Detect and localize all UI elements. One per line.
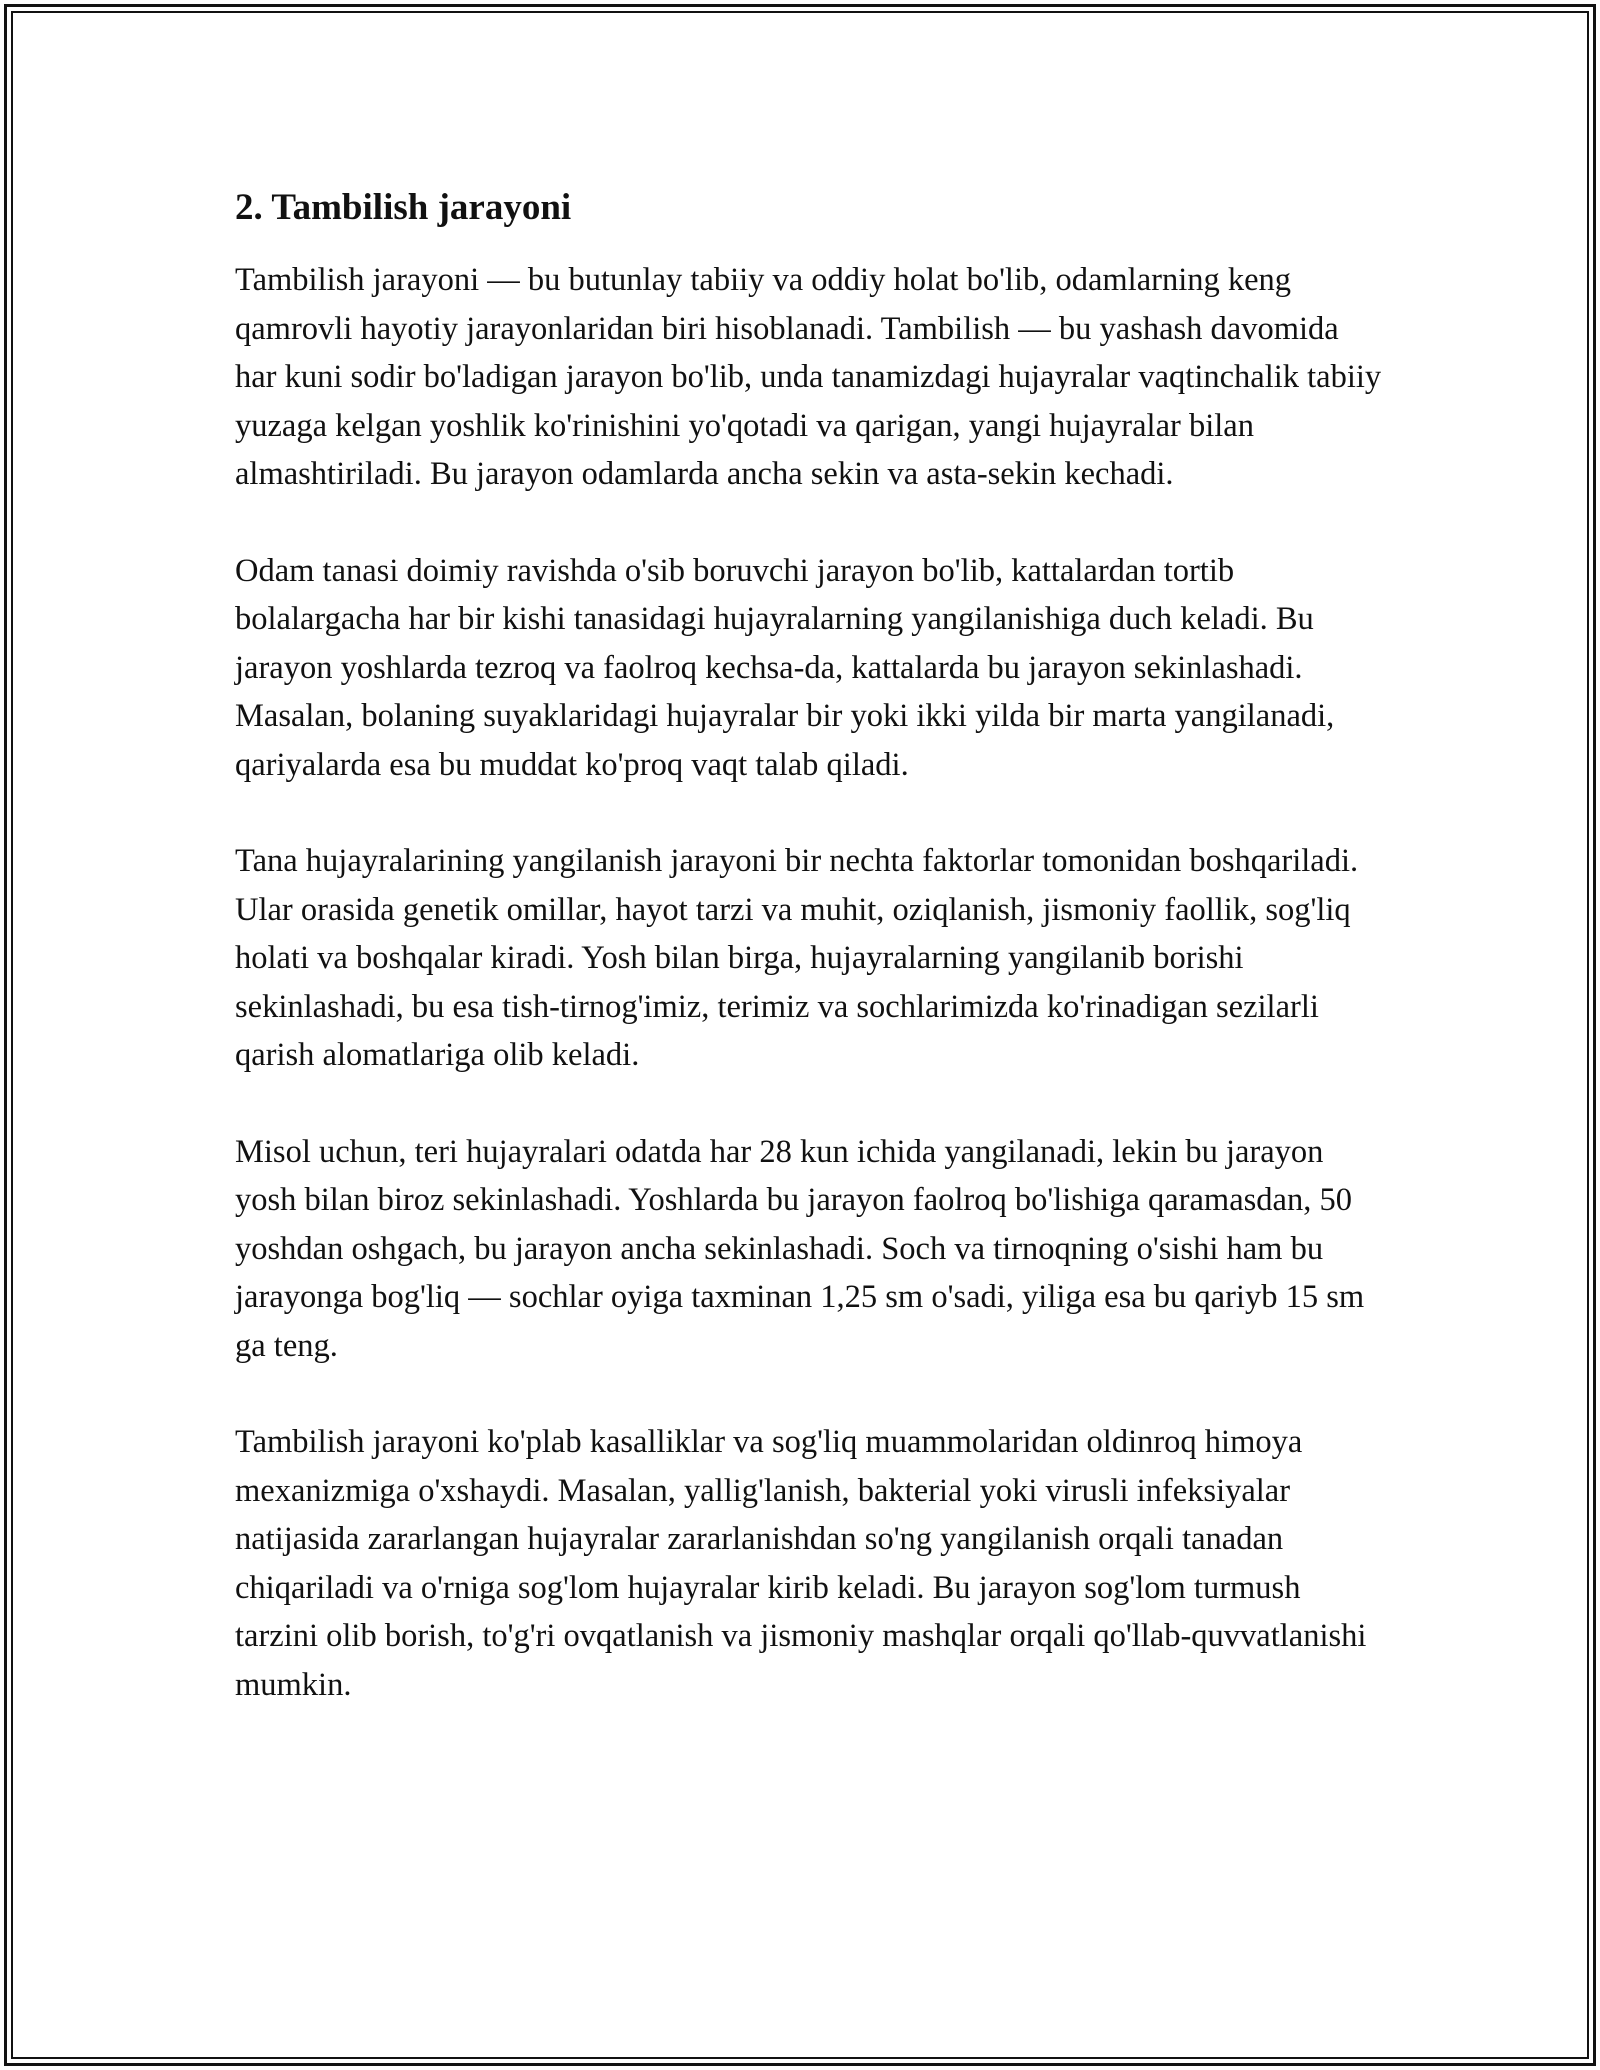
paragraph-1: Tambilish jarayoni — bu butunlay tabiiy va oddiy holat bo'lib, odamlarning keng qamrovli hayotiy jarayonlaridan biri hisoblanadi. Tambilish — bu yashash davomida har kuni sodir bo'ladigan jarayon bo'lib, unda tanamizdagi hujayralar vaqtinchalik tabiiy yuzaga kelgan yoshlik ko'rinishini yo'qotadi va qarigan, yangi hujayralar bilan almashtiriladi. Bu jarayon odamlarda ancha sekin va asta-sekin kechadi. — [235, 262, 1382, 493]
paragraph-4: Misol uchun, teri hujayralari odatda har 28 kun ichida yangilanadi, lekin bu jarayon yosh bilan biroz sekinlashadi. Yoshlarda bu jarayon faolroq bo'lishiga qaramasdan, 50 yoshdan oshgach, bu jarayon ancha sekinlashadi. Soch va tirnoqning o'sishi ham bu jarayonga bog'liq — sochlar oyiga taxminan 1,25 sm o'sadi, yiliga esa bu qariyb 15 sm ga teng. — [235, 1133, 1365, 1364]
paragraph-2: Odam tanasi doimiy ravishda o'sib boruvchi jarayon bo'lib, kattalardan tortib bolalargacha har bir kishi tanasidagi hujayralarning yangilanishiga duch keladi. Bu jarayon yoshlarda tezroq va faolroq kechsa-da, kattalarda bu jarayon sekinlashadi. Masalan, bolaning suyaklaridagi hujayralar bir yoki ikki yilda bir marta yangilanadi, qariyalarda esa bu muddat ko'proq vaqt talab qiladi. — [235, 552, 1335, 783]
document-body — [235, 186, 1385, 1757]
section-heading: 2. Tambilish jarayoni — [235, 187, 572, 228]
paragraph-5: Tambilish jarayoni ko'plab kasalliklar va sog'liq muammolaridan oldinroq himoya mexanizmiga o'xshaydi. Masalan, yallig'lanish, bakterial yoki virusli infeksiyalar natijasida zararlangan hujayralar zararlanishdan so'ng yangilanish orqali tanadan chiqariladi va o'rniga sog'lom hujayralar kirib keladi. Bu jarayon sog'lom turmush tarzini olib borish, to'g'ri ovqatlanish va jismoniy mashqlar orqali qo'llab-quvvatlanishi mumkin. — [235, 1424, 1367, 1703]
paragraph-3: Tana hujayralarining yangilanish jarayoni bir nechta faktorlar tomonidan boshqariladi. Ular orasida genetik omillar, hayot tarzi va muhit, oziqlanish, jismoniy faollik, sog'liq holati va boshqalar kiradi. Yosh bilan birga, hujayralarning yangilanib borishi sekinlashadi, bu esa tish-tirnog'imiz, terimiz va sochlarimizda ko'rinadigan sezilarli qarish alomatlariga olib keladi. — [235, 843, 1359, 1074]
